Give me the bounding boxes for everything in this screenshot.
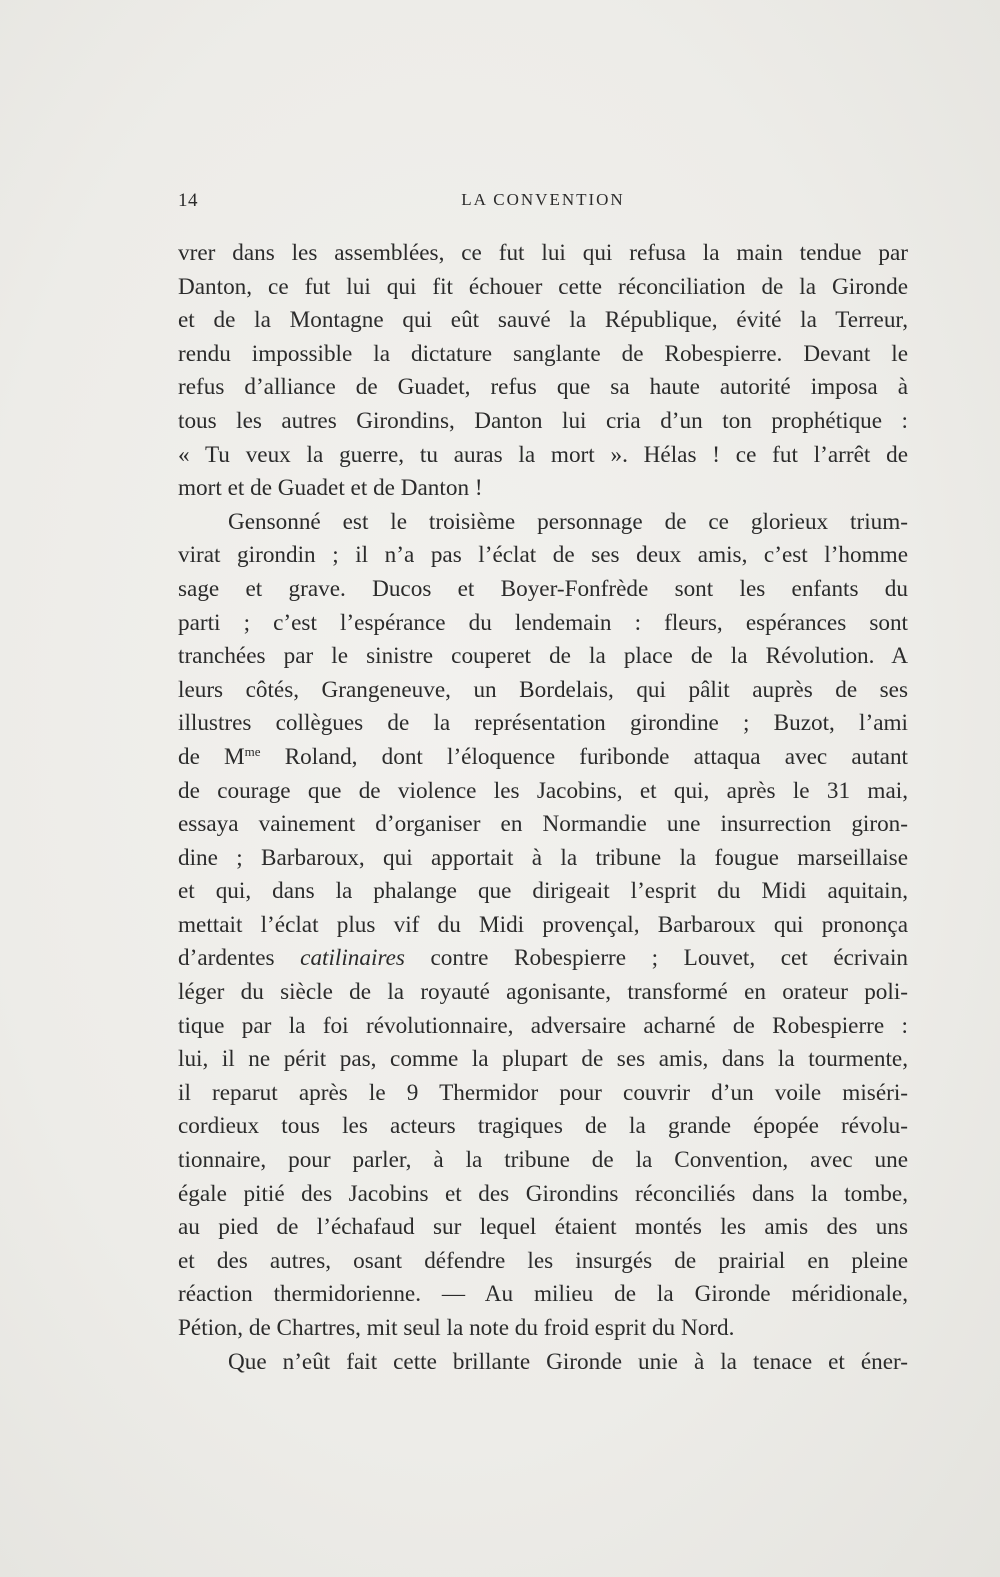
paragraph [178, 506, 908, 1346]
text-line: virat girondin ; il n’a pas l’éclat de ses deux amis, c’est l’homme [178, 542, 908, 569]
text-fragment: Roland, dont l’éloquence furibonde attaqua avec autant [260, 743, 908, 770]
paragraph [178, 237, 908, 506]
text-line: mettait l’éclat plus vif du Midi provençal, Barbaroux qui prononça [178, 911, 908, 938]
running-title: LA CONVENTION [461, 190, 625, 209]
superscript: me [244, 743, 261, 759]
page-number: 14 [178, 190, 198, 211]
text-line: lui, il ne périt pas, comme la plupart de ses amis, dans la tourmente, [178, 1046, 908, 1073]
text-line: il reparut après le 9 Thermidor pour couvrir d’un voile miséri- [178, 1079, 908, 1106]
text-line: au pied de l’échafaud sur lequel étaient montés les amis des uns [178, 1214, 908, 1241]
text-line: tous les autres Girondins, Danton lui cria d’un ton prophétique : [178, 407, 908, 434]
text-fragment: de M [178, 743, 245, 770]
text-line [178, 741, 908, 775]
text-line: cordieux tous les acteurs tragiques de la grande épopée révolu- [178, 1113, 908, 1140]
text-line: essaya vainement d’organiser en Normandie une insurrection giron- [178, 811, 908, 838]
text-line: dine ; Barbaroux, qui apportait à la tribune la fougue marseillaise [178, 844, 908, 871]
text-line: illustres collègues de la représentation girondine ; Buzot, l’ami [178, 710, 908, 737]
text-line: Pétion, de Chartres, mit seul la note du froid esprit du Nord. [178, 1315, 735, 1341]
text-line: égale pitié des Jacobins et des Girondins réconciliés dans la tombe, [178, 1180, 908, 1207]
text-line: tique par la foi révolutionnaire, adversaire acharné de Robespierre : [178, 1012, 908, 1039]
text-line: de courage que de violence les Jacobins, et qui, après le 31 mai, [178, 777, 908, 804]
text-line: et des autres, osant défendre les insurgés de prairial en pleine [178, 1247, 908, 1274]
page-header [178, 190, 908, 220]
text-line [178, 942, 908, 976]
text-line: Que n’eût fait cette brillante Gironde unie à la tenace et éner- [228, 1348, 908, 1375]
text-line: Danton, ce fut lui qui fit échouer cette réconciliation de la Gironde [178, 273, 908, 300]
text-line: et qui, dans la phalange que dirigeait l’esprit du Midi aquitain, [178, 878, 908, 905]
text-fragment: d’ardentes [178, 945, 301, 972]
text-fragment: contre Robespierre ; Louvet, cet écrivain [404, 945, 908, 972]
text-line: et de la Montagne qui eût sauvé la République, évité la Terreur, [178, 307, 908, 334]
text-line: sage et grave. Ducos et Boyer-Fonfrède sont les enfants du [178, 575, 908, 602]
text-line: « Tu veux la guerre, tu auras la mort ». Hélas ! ce fut l’arrêt de [178, 441, 908, 468]
text-line: Gensonné est le troisième personnage de ce glorieux trium- [228, 508, 908, 535]
body-text [178, 237, 908, 1379]
text-line: mort et de Guadet et de Danton ! [178, 475, 483, 502]
text-line: rendu impossible la dictature sanglante de Robespierre. Devant le [178, 340, 908, 367]
paragraph [178, 1346, 908, 1380]
text-line: tranchées par le sinistre couperet de la place de la Révolution. A [178, 643, 908, 670]
text-line: réaction thermidorienne. — Au milieu de la Gironde méridionale, [178, 1281, 908, 1308]
text-line: refus d’alliance de Guadet, refus que sa haute autorité imposa à [178, 374, 908, 401]
text-line: tionnaire, pour parler, à la tribune de la Convention, avec une [178, 1147, 908, 1174]
text-line: leurs côtés, Grangeneuve, un Bordelais, qui pâlit auprès de ses [178, 676, 908, 703]
text-line: léger du siècle de la royauté agonisante, transformé en orateur poli- [178, 979, 908, 1006]
italic-term: catilinaires [300, 945, 405, 972]
text-line: parti ; c’est l’espérance du lendemain : fleurs, espérances sont [178, 609, 908, 636]
text-line: vrer dans les assemblées, ce fut lui qui refusa la main tendue par [178, 240, 908, 266]
